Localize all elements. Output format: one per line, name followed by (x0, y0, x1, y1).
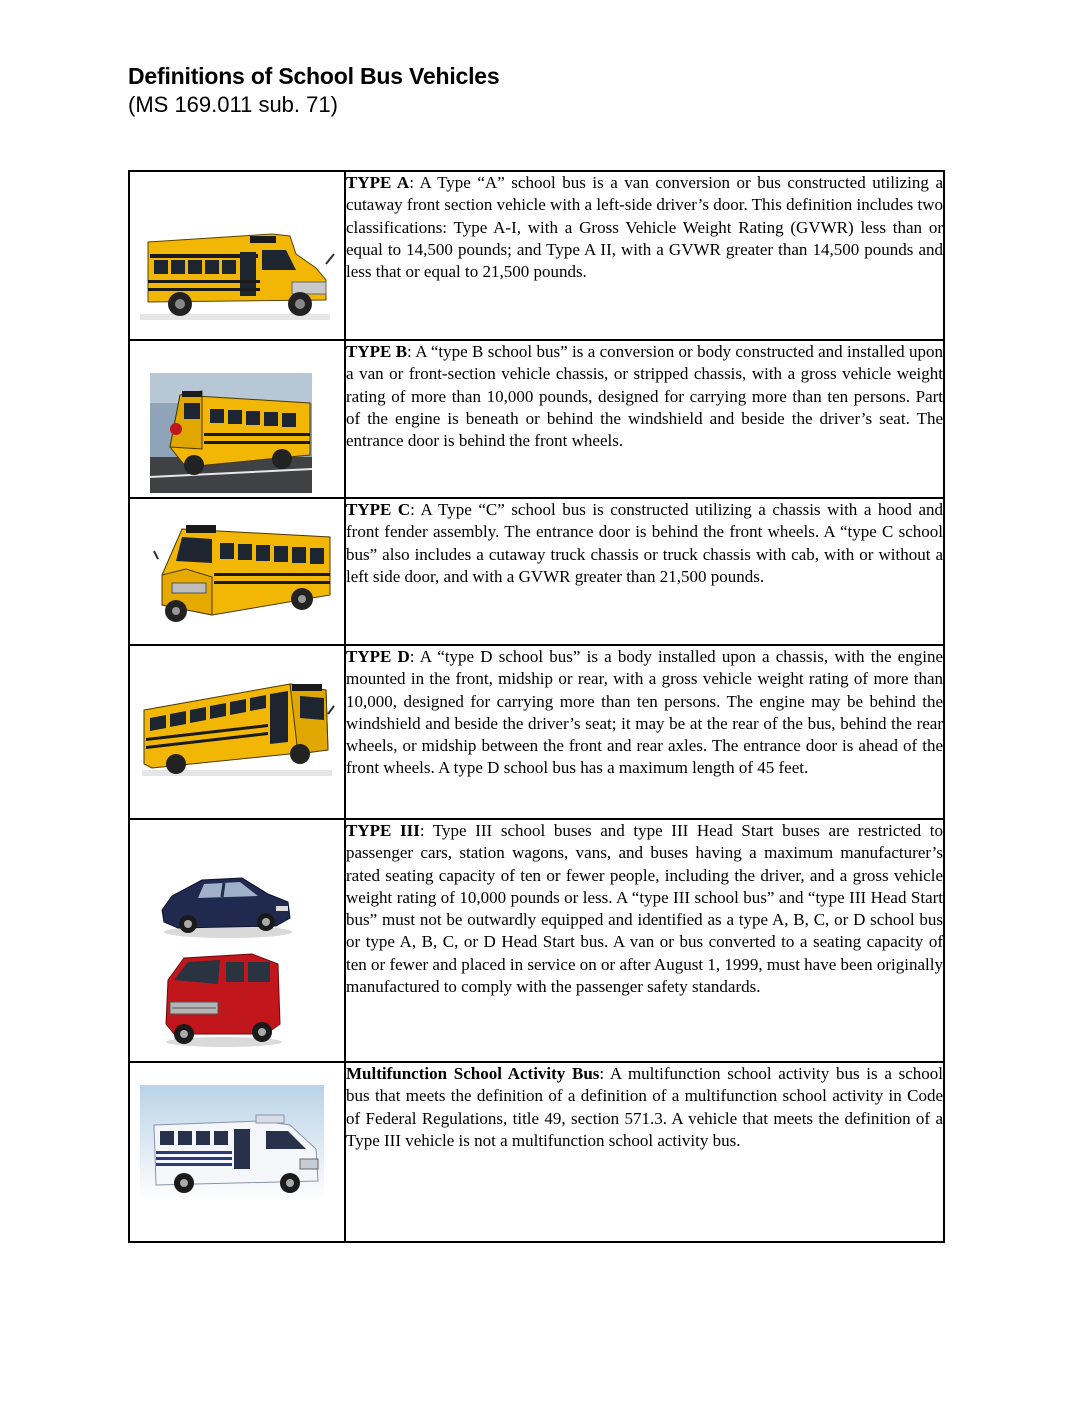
definition-text (346, 499, 943, 588)
definition-term: TYPE A (346, 173, 410, 192)
page-subtitle: (MS 169.011 sub. 71) (128, 92, 338, 117)
definition-cell (345, 819, 944, 1062)
image-cell (129, 171, 345, 340)
type-d-bus-image (140, 680, 336, 780)
definition-cell (345, 645, 944, 819)
definition-body: : A “type D school bus” is a body installed upon a chassis, with the engine mounted in the front, midship or rear, with a gross vehicle weight rating of more than 10,000, designed for carrying more than ten persons. The engine may be behind the windshield and beside the driver’s seat; it may be at the rear of the bus, behind the rear wheels, or midship between the front and rear axles. The entrance door is ahead of the front wheels. A type D school bus has a maximum length of 45 feet. (346, 647, 943, 778)
passenger-van-image (162, 950, 284, 1048)
definition-text (346, 820, 943, 998)
image-cell (129, 645, 345, 819)
definition-cell (345, 1062, 944, 1242)
definition-term: Multifunction School Activity Bus (346, 1064, 600, 1083)
definition-term: TYPE D (346, 647, 410, 666)
definition-text (346, 172, 943, 283)
definition-body: : A Type “C” school bus is constructed utilizing a chassis with a hood and front fender assembly. The entrance door is behind the front wheels. A “type C school bus” also includes a cutaway truck chassis or truck chassis with cab, with or without a left side door, and with a GVWR greater than 21,500 pounds. (346, 500, 943, 586)
definition-cell (345, 340, 944, 498)
definition-text (346, 1063, 943, 1152)
table-row (129, 645, 944, 819)
activity-bus-image (140, 1085, 324, 1201)
definition-text (346, 341, 943, 452)
page-title: Definitions of School Bus Vehicles (128, 63, 500, 89)
definition-body: : Type III school buses and type III Head Start buses are restricted to passenger cars, station wagons, vans, and buses having a maximum manufacturer’s rated seating capacity of ten or fewer people, including the driver, and a gross vehicle weight rating of 10,000 pounds or less. A “type III school bus” and “type III Head Start bus” must not be outwardly equipped and identified as a type A, B, C, or D school bus or type A, B, C, or D Head Start bus. A van or bus converted to a seating capacity of ten or fewer and placed in service on or after August 1, 1999, must have been originally manufactured to comply with the passenger safety standards. (346, 821, 943, 997)
passenger-car-image (158, 866, 294, 940)
table-row (129, 819, 944, 1062)
definition-term: TYPE C (346, 500, 411, 519)
definition-body: : A “type B school bus” is a conversion or body constructed and installed upon a van or front-section vehicle chassis, or stripped chassis, with a gross vehicle weight rating of more than 10,000 pounds, designed for carrying more than ten persons. Part of the engine is beneath or behind the windshield and beside the driver’s seat. The entrance door is behind the front wheels. (346, 342, 943, 451)
definition-body: : A multifunction school activity bus is a school bus that meets the definition of a definition of a multifunction school activity in Code of Federal Regulations, title 49, section 571.3. A vehicle that meets the definition of a Type III vehicle is not a multifunction school activity bus. (346, 1064, 943, 1150)
image-cell (129, 1062, 345, 1242)
image-cell (129, 819, 345, 1062)
definitions-table (128, 170, 945, 1243)
definition-term: TYPE B (346, 342, 408, 361)
type-a-bus-image (140, 224, 336, 324)
definition-text (346, 646, 943, 780)
definition-term: TYPE III (346, 821, 420, 840)
table-row (129, 1062, 944, 1242)
table-row (129, 171, 944, 340)
definition-cell (345, 498, 944, 645)
type-b-bus-image (150, 373, 312, 493)
definition-cell (345, 171, 944, 340)
image-cell (129, 340, 345, 498)
type-c-bus-image (152, 519, 332, 631)
table-row (129, 340, 944, 498)
definition-body: : A Type “A” school bus is a van conversion or bus constructed utilizing a cutaway front section vehicle with a left-side driver’s door. This definition includes two classifications: Type A-I, with a Gross Vehicle Weight Rating (GVWR) less than or equal to 14,500 pounds; and Type A II, with a GVWR greater than 14,500 pounds and less that or equal to 21,500 pounds. (346, 173, 943, 282)
table-row (129, 498, 944, 645)
image-cell (129, 498, 345, 645)
